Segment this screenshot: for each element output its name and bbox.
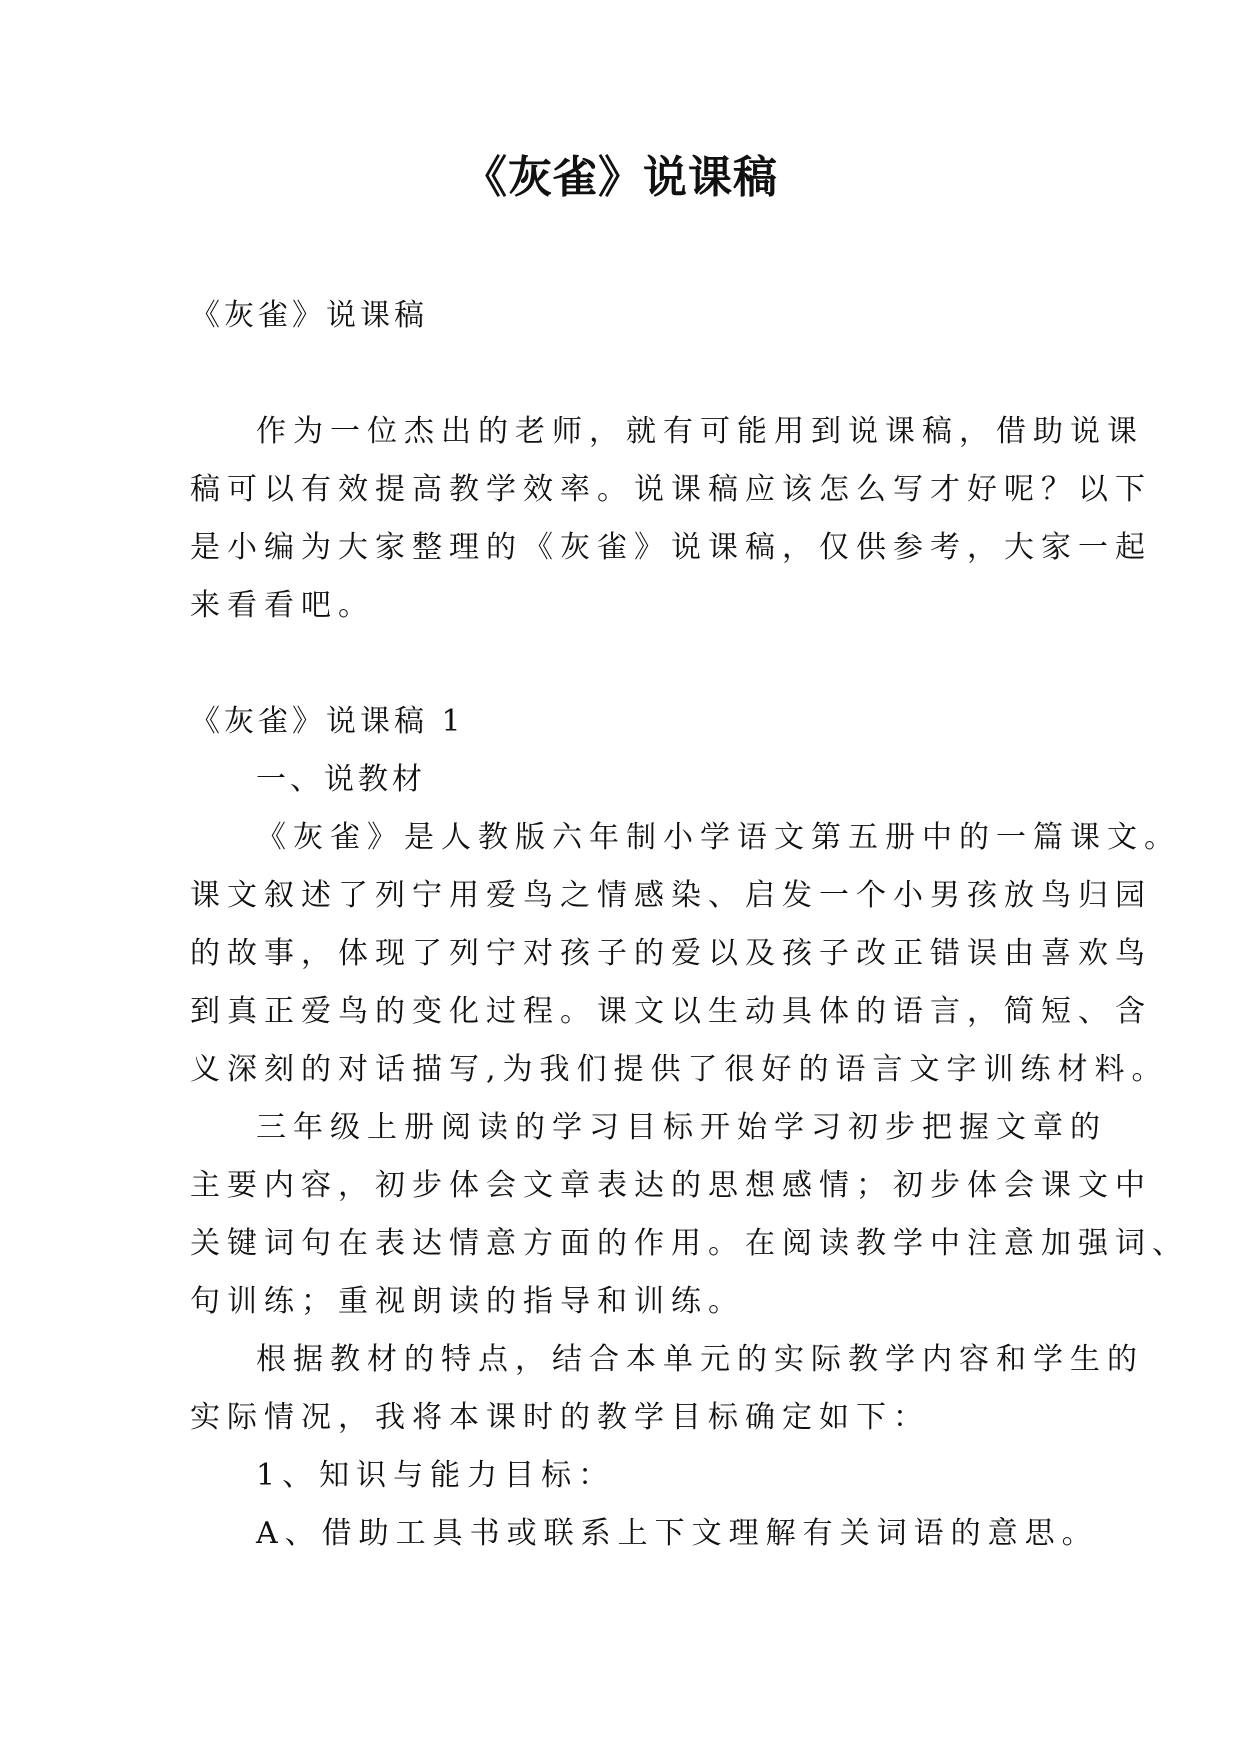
paragraph-3-line-1: 根据教材的特点，结合本单元的实际教学内容和学生的 — [256, 1342, 1144, 1377]
intro-line-3: 是小编为大家整理的《灰雀》说课稿，仅供参考，大家一起 — [190, 530, 1152, 565]
intro-line-2: 稿可以有效提高教学效率。说课稿应该怎么写才好呢？以下 — [190, 472, 1152, 507]
paragraph-1-line-1: 《灰雀》是人教版六年制小学语文第五册中的一篇课文。 — [256, 820, 1181, 855]
subsection-heading: 一、说教材 — [256, 762, 426, 797]
paragraph-3-line-2: 实际情况，我将本课时的教学目标确定如下： — [190, 1400, 930, 1435]
paragraph-1-line-5: 义深刻的对话描写,为我们提供了很好的语言文字训练材料。 — [190, 1052, 1169, 1087]
section-heading: 《灰雀》说课稿 1 — [190, 704, 465, 739]
paragraph-2-line-4: 句训练；重视朗读的指导和训练。 — [190, 1284, 745, 1319]
paragraph-1-line-2: 课文叙述了列宁用爱鸟之情感染、启发一个小男孩放鸟归园 — [190, 878, 1152, 913]
paragraph-2-line-3: 关键词句在表达情意方面的作用。在阅读教学中注意加强词、 — [190, 1226, 1189, 1261]
paragraph-2-line-2: 主要内容，初步体会文章表达的思想感情；初步体会课文中 — [190, 1168, 1152, 1203]
intro-line-1: 作为一位杰出的老师，就有可能用到说课稿，借助说课 — [256, 414, 1144, 449]
paragraph-1-line-4: 到真正爱鸟的变化过程。课文以生动具体的语言，简短、含 — [190, 994, 1152, 1029]
intro-line-4: 来看看吧。 — [190, 588, 375, 623]
document-title: 《灰雀》说课稿 — [463, 152, 778, 203]
subtitle-line: 《灰雀》说课稿 — [190, 298, 428, 333]
paragraph-1-line-3: 的故事，体现了列宁对孩子的爱以及孩子改正错误由喜欢鸟 — [190, 936, 1152, 971]
list-item-a: A、借助工具书或联系上下文理解有关词语的意思。 — [256, 1516, 1099, 1551]
list-item-1: 1、知识与能力目标： — [256, 1458, 616, 1493]
paragraph-2-line-1: 三年级上册阅读的学习目标开始学习初步把握文章的 — [256, 1110, 1107, 1145]
